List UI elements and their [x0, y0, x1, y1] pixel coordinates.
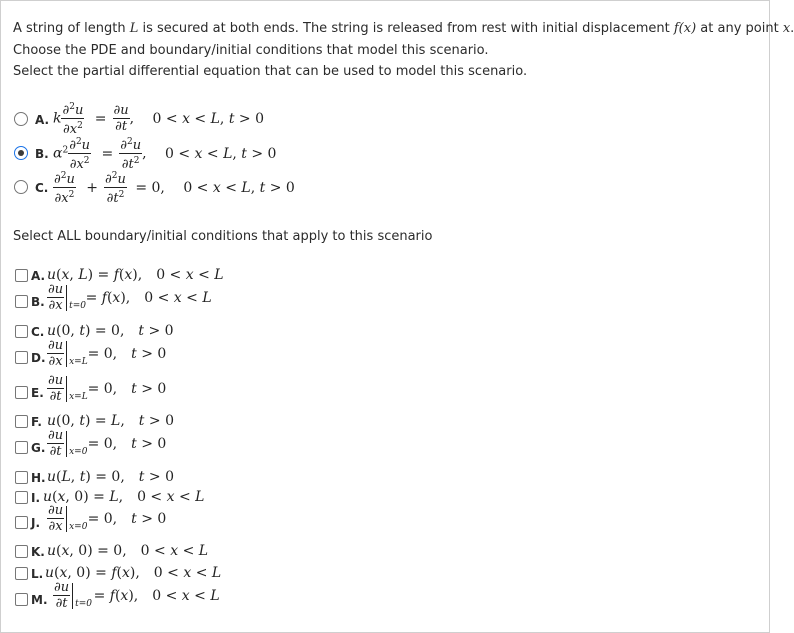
- bc-option-m-checkbox[interactable]: [15, 593, 28, 606]
- bc-option-l-checkbox[interactable]: [15, 567, 28, 580]
- bc-option-b-equation: $\frac{\partial u}{\partial x}$ t=0 = f(x), 0 < x < L: [48, 282, 212, 313]
- question-text-part: at any point: [696, 21, 783, 36]
- question-line-2: Choose the PDE and boundary/initial conditions that model this scenario.: [13, 43, 489, 58]
- question-line-3: Select the partial differential equation that can be used to model this scenario.: [13, 64, 528, 79]
- bc-option-g-equation: $\frac{\partial u}{\partial t}$ x=0 = 0, t > 0: [48, 428, 167, 459]
- bc-option-c-label: C.: [31, 325, 45, 339]
- bc-option-i-label: I.: [31, 491, 41, 505]
- bc-option-h-checkbox[interactable]: [15, 471, 28, 484]
- bc-option-m-equation: $\frac{\partial u}{\partial t}$ t=0 = f(x), 0 < x < L: [54, 580, 220, 611]
- bc-option-f-equation: u(0, t) = L, t > 0: [47, 413, 174, 429]
- pde-option-a-radio[interactable]: [14, 112, 28, 126]
- bc-option-k-equation: u(x, 0) = 0, 0 < x < L: [47, 543, 209, 559]
- bc-option-g-checkbox[interactable]: [15, 441, 28, 454]
- bc-option-b-label: B.: [31, 295, 45, 309]
- bc-option-c-checkbox[interactable]: [15, 325, 28, 338]
- bc-option-a-checkbox[interactable]: [15, 269, 28, 282]
- bc-option-d-checkbox[interactable]: [15, 351, 28, 364]
- bc-option-i-checkbox[interactable]: [15, 491, 28, 504]
- question-text-part: A string of length: [13, 21, 130, 36]
- displacement-function: f(x): [673, 21, 697, 36]
- bc-option-j-equation: $\frac{\partial u}{\partial x}$ x=0 = 0, t > 0: [48, 503, 167, 534]
- pde-option-b-radio[interactable]: [14, 146, 28, 160]
- pde-option-c-radio[interactable]: [14, 180, 28, 194]
- bc-option-d-equation: $\frac{\partial u}{\partial x}$ x=L = 0, t > 0: [48, 338, 167, 369]
- question-line-1: [13, 21, 794, 36]
- bc-option-k-label: K.: [31, 545, 45, 559]
- pde-option-a-label: A.: [35, 113, 50, 127]
- bc-option-f-label: F.: [31, 415, 42, 429]
- bc-option-l-equation: u(x, 0) = f(x), 0 < x < L: [45, 565, 222, 581]
- bc-option-b-checkbox[interactable]: [15, 295, 28, 308]
- pde-option-a-equation: k $\frac{\partial^2u}{\partial x^2}$ = $\frac{\partial u}{\partial t}$ , 0 < x < L, t > 0: [53, 102, 265, 137]
- question-text-part: .: [790, 21, 794, 36]
- bc-option-h-equation: u(L, t) = 0, t > 0: [47, 469, 174, 485]
- bc-option-a-label: A.: [31, 269, 46, 283]
- bc-option-e-checkbox[interactable]: [15, 386, 28, 399]
- bc-option-d-label: D.: [31, 351, 46, 365]
- pde-option-b-label: B.: [35, 147, 49, 161]
- pde-option-c-label: C.: [35, 181, 49, 195]
- bc-option-j-checkbox[interactable]: [15, 516, 28, 529]
- bc-option-j-label: J.: [31, 516, 41, 530]
- pde-option-c-equation: $\frac{\partial^2u}{\partial x^2}$ + $\frac{\partial^2u}{\partial t^2}$ = 0, 0 < x < L, t > 0: [54, 171, 295, 206]
- bc-prompt: Select ALL boundary/initial conditions that apply to this scenario: [13, 229, 433, 244]
- pde-option-b-equation: $\alpha^2$ $\frac{\partial^2u}{\partial x^2}$ = $\frac{\partial^2u}{\partial t^2}$ , 0 < x < L, t > 0: [53, 137, 277, 172]
- bc-option-h-label: H.: [31, 471, 46, 485]
- bc-option-l-label: L.: [31, 567, 44, 581]
- position-symbol: x: [782, 21, 791, 36]
- bc-option-a-equation: u(x, L) = f(x), 0 < x < L: [47, 267, 224, 283]
- length-symbol: L: [129, 21, 139, 36]
- bc-option-c-equation: u(0, t) = 0, t > 0: [47, 323, 174, 339]
- bc-option-g-label: G.: [31, 441, 46, 455]
- question-text-part: is secured at both ends. The string is released from rest with initial displacement: [138, 21, 674, 36]
- bc-option-m-label: M.: [31, 593, 48, 607]
- bc-option-f-checkbox[interactable]: [15, 415, 28, 428]
- bc-option-e-label: E.: [31, 386, 44, 400]
- bc-option-e-equation: $\frac{\partial u}{\partial t}$ x=L = 0, t > 0: [48, 373, 167, 404]
- bc-option-i-equation: u(x, 0) = L, 0 < x < L: [43, 489, 205, 505]
- bc-option-k-checkbox[interactable]: [15, 545, 28, 558]
